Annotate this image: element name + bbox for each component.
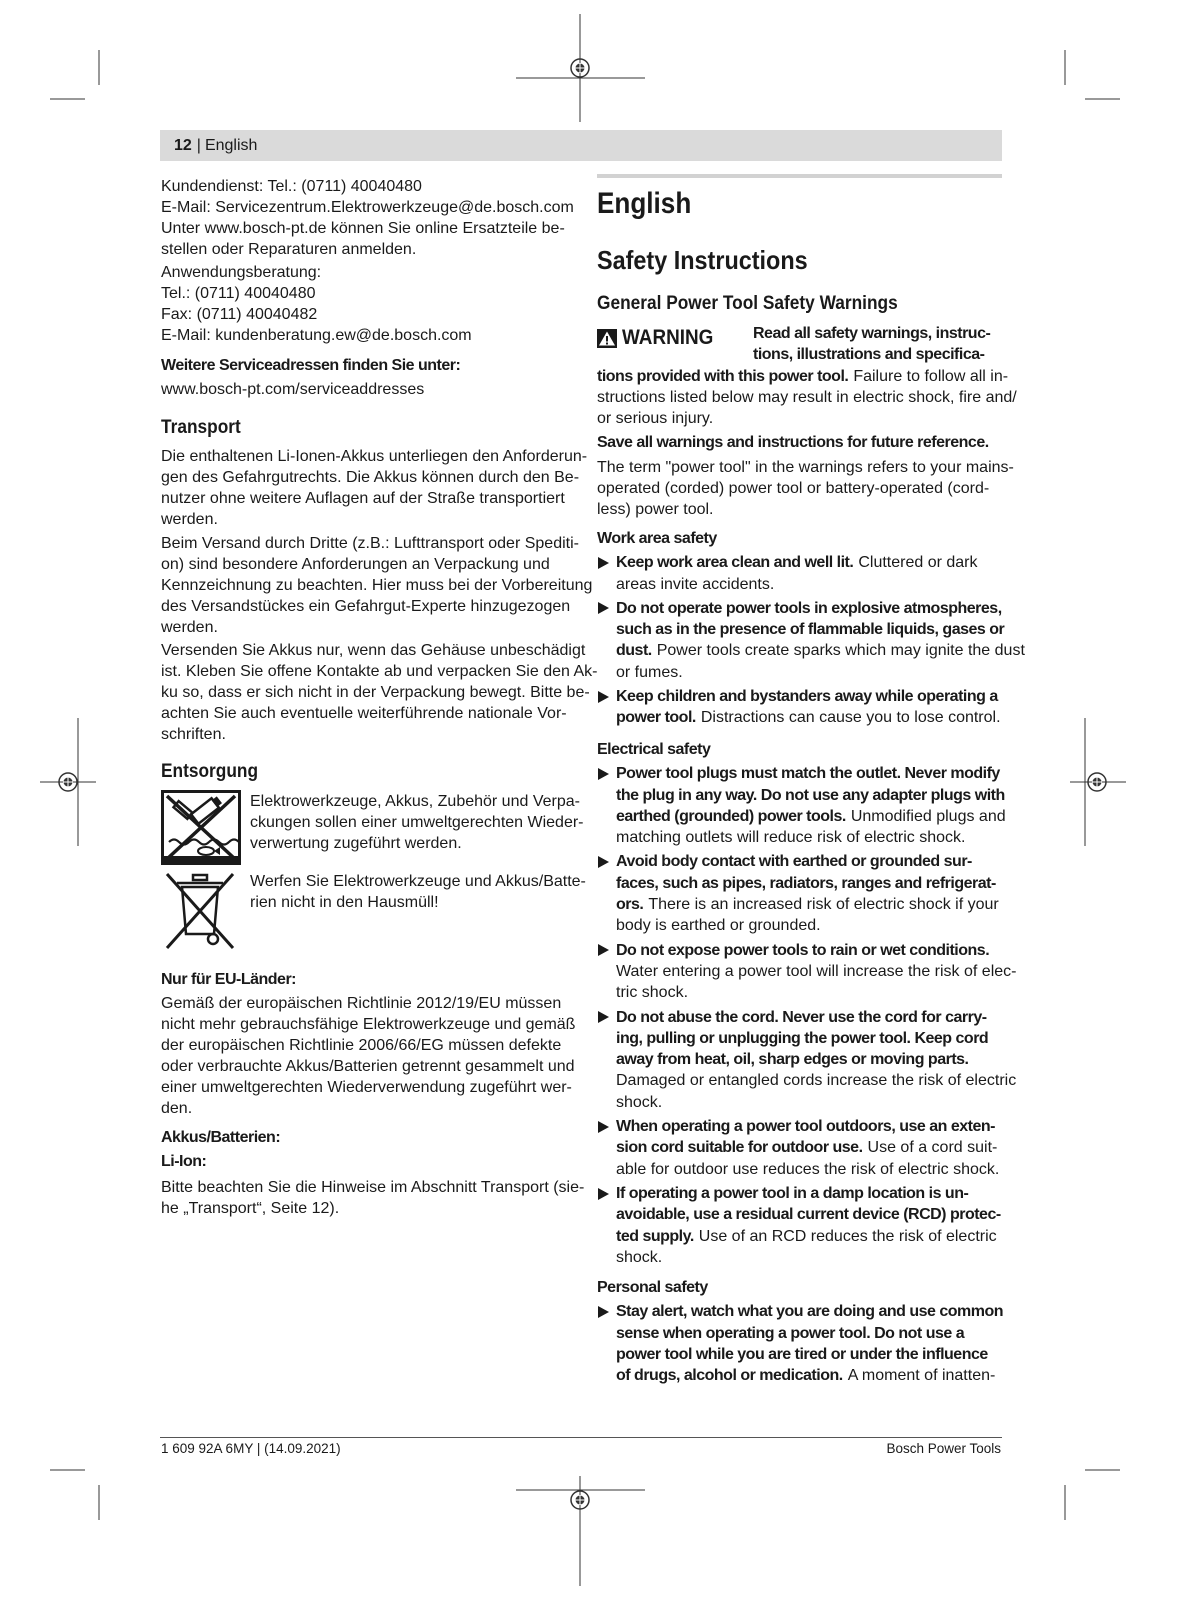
- service-contact: [161, 176, 574, 260]
- text-line: [616, 1301, 1003, 1322]
- bullet-text: [616, 686, 1025, 729]
- bold-text: Keep children and bystanders away while operating a: [616, 688, 998, 706]
- eu-paragraph: [161, 993, 575, 1119]
- text-line: Tel.: (0711) 40040480: [161, 284, 316, 302]
- bullet-arrow-icon: [598, 602, 609, 614]
- crossed-out-wheelie-bin-icon: [161, 868, 241, 957]
- text-line: [616, 894, 1016, 915]
- text-line: stellen oder Reparaturen anmelden.: [161, 240, 417, 258]
- text-line: nutzer ohne weitere Auflagen auf der Straße transportiert: [161, 489, 565, 507]
- bold-text: faces, such as pipes, radiators, ranges and refrigerat-: [616, 874, 996, 892]
- text-line: Unter www.bosch-pt.de können Sie online Ersatzteile be-: [161, 219, 565, 237]
- bold-text: avoidable, use a residual current device (RCD) protec-: [616, 1206, 1001, 1224]
- header-separator: |: [196, 137, 201, 154]
- bullet-item: [597, 598, 1025, 683]
- text-line: [616, 940, 1016, 961]
- text-line: Die enthaltenen Li-Ionen-Akkus unterliegen den Anforderun-: [161, 447, 588, 465]
- text-line: or serious injury.: [597, 409, 714, 427]
- text-line: Elektrowerkzeuge, Akkus, Zubehör und Verpa-: [250, 792, 580, 810]
- text-line: Gemäß der europäischen Richtlinie 2012/19/EU müssen: [161, 994, 562, 1012]
- personal-safety-heading: Personal safety: [597, 1278, 708, 1296]
- bold-text: Stay alert, watch what you are doing and use common: [616, 1303, 1004, 1321]
- text-line: einer umweltgerechten Wiederverwendung zugeführt wer-: [161, 1078, 572, 1096]
- bullet-arrow-icon: [598, 768, 609, 780]
- bullet-text: [616, 1116, 1016, 1180]
- regular-text: Failure to follow all in-: [853, 367, 1009, 385]
- bullet-item: [597, 1007, 1016, 1113]
- text-line: less) power tool.: [597, 500, 714, 518]
- personal-safety-bullets: [597, 1301, 1003, 1389]
- section-rule: [597, 174, 1002, 178]
- warning-intro-paragraph: [597, 366, 1017, 429]
- bold-text: tions, illustrations and specifica-: [753, 345, 985, 363]
- text-line: Fax: (0711) 40040482: [161, 305, 318, 323]
- bold-text: Keep work area clean and well lit.: [616, 554, 854, 572]
- general-warnings-heading: General Power Tool Safety Warnings: [597, 293, 898, 314]
- regular-text: A moment of inatten-: [847, 1367, 996, 1385]
- bold-text: sense when operating a power tool. Do not use a: [616, 1324, 965, 1342]
- bullet-text: [616, 598, 1025, 683]
- text-line: verwertung zugeführt werden.: [250, 834, 462, 852]
- header-section: English: [204, 137, 258, 154]
- text-line: Bitte beachten Sie die Hinweise im Abschnitt Transport (sie-: [161, 1178, 585, 1196]
- text-line: ist. Kleben Sie offene Kontakte ab und verpacken Sie den Ak-: [161, 662, 598, 680]
- text-line: oder verbrauchte Akkus/Batterien getrennt gesammelt und: [161, 1057, 575, 1075]
- text-line: [616, 873, 1016, 894]
- text-line: [616, 598, 1025, 619]
- text-line: E-Mail: Servicezentrum.Elektrowerkzeuge@de.bosch.com: [161, 198, 574, 216]
- regular-text: Cluttered or dark: [858, 554, 978, 572]
- warning-label: WARNING: [622, 326, 714, 349]
- footer-doc-id: 1 609 92A 6MY | (14.09.2021): [161, 1441, 341, 1456]
- text-line: werden.: [161, 510, 218, 528]
- text-line: werden.: [161, 618, 218, 636]
- text-line: Werfen Sie Elektrowerkzeuge und Akkus/Batte-: [250, 872, 586, 890]
- text-line: [616, 1344, 1003, 1365]
- text-line: ckungen sollen einer umweltgerechten Wieder-: [250, 813, 584, 831]
- text-line: der europäischen Richtlinie 2006/66/EG müssen defekte: [161, 1036, 562, 1054]
- text-line: [616, 640, 1025, 661]
- text-line: he „Transport“, Seite 12).: [161, 1199, 340, 1217]
- regular-text: Use of a cord suit-: [867, 1139, 998, 1157]
- text-line: [616, 785, 1016, 806]
- warning-triangle-icon: [597, 329, 617, 353]
- bullet-text: [616, 1183, 1016, 1268]
- text-line: [616, 1049, 1016, 1070]
- text-line: [616, 1007, 1016, 1028]
- text-line: shock.: [616, 1093, 663, 1111]
- text-line: [597, 366, 1017, 387]
- application-consulting: [161, 262, 472, 346]
- text-line: [616, 707, 1025, 728]
- text-line: Kundendienst: Tel.: (0711) 40040480: [161, 177, 422, 195]
- regular-text: Unmodified plugs and: [850, 807, 1006, 825]
- bullet-arrow-icon: [598, 1011, 609, 1023]
- text-line: [616, 1116, 1016, 1137]
- bullet-arrow-icon: [598, 944, 609, 956]
- li-ion-paragraph: [161, 1177, 584, 1219]
- transport-heading: Transport: [161, 417, 241, 438]
- bold-text: earthed (grounded) power tools.: [616, 807, 846, 825]
- text-line: [616, 806, 1016, 827]
- text-line: able for outdoor use reduces the risk of electric shock.: [616, 1160, 1000, 1178]
- text-line: matching outlets will reduce risk of electric shock.: [616, 829, 966, 847]
- li-ion-heading: Li-Ion:: [161, 1152, 207, 1170]
- more-addresses-url: www.bosch-pt.com/serviceaddresses: [161, 380, 425, 398]
- bullet-text: [616, 1301, 1003, 1386]
- text-line: [616, 1365, 1003, 1386]
- header-band: [160, 130, 1002, 161]
- text-line: body is earthed or grounded.: [616, 917, 821, 935]
- text-line: [616, 552, 1025, 573]
- bold-text: away from heat, oil, sharp edges or moving parts.: [616, 1051, 969, 1069]
- footer-brand: Bosch Power Tools: [886, 1441, 1001, 1456]
- bullet-item: [597, 940, 1016, 1004]
- bullet-item: [597, 763, 1016, 848]
- bullet-text: [616, 552, 1025, 595]
- bold-text: power tool while you are tired or under the influence: [616, 1345, 988, 1363]
- bold-text: power tool.: [616, 709, 696, 727]
- text-line: structions listed below may result in electric shock, fire and/: [597, 388, 1017, 406]
- bullet-text: [616, 940, 1016, 1004]
- text-line: on) sind besondere Anforderungen an Verpackung und: [161, 555, 550, 573]
- bold-text: sion cord suitable for outdoor use.: [616, 1139, 863, 1157]
- bold-text: ors.: [616, 896, 644, 914]
- text-line: areas invite accidents.: [616, 575, 775, 593]
- text-line: [616, 1028, 1016, 1049]
- eu-heading: Nur für EU-Länder:: [161, 970, 296, 988]
- page-header: [174, 135, 257, 157]
- regular-text: There is an increased risk of electric shock if your: [648, 896, 999, 914]
- bold-text: the plug in any way. Do not use any adapter plugs with: [616, 786, 1005, 804]
- bold-text: Power tool plugs must match the outlet. Never modify: [616, 765, 1000, 783]
- text-line: tric shock.: [616, 984, 689, 1002]
- regular-text: Power tools create sparks which may ignite the dust: [656, 642, 1025, 660]
- disposal-household-text: [250, 871, 586, 913]
- disposal-heading: Entsorgung: [161, 761, 259, 782]
- text-line: E-Mail: kundenberatung.ew@de.bosch.com: [161, 326, 472, 344]
- bold-text: ing, pulling or unplugging the power tool. Keep cord: [616, 1029, 989, 1047]
- text-line: [616, 686, 1025, 707]
- bullet-item: [597, 851, 1016, 936]
- bullet-arrow-icon: [598, 1121, 609, 1133]
- power-tool-term-paragraph: [597, 457, 1014, 520]
- text-line: The term "power tool" in the warnings refers to your mains-: [597, 458, 1014, 476]
- bold-text: such as in the presence of flammable liquids, gases or: [616, 621, 1005, 639]
- text-line: [616, 1204, 1016, 1225]
- bold-text: Do not expose power tools to rain or wet conditions.: [616, 941, 990, 959]
- bold-text: Read all safety warnings, instruc-: [753, 324, 991, 342]
- language-title: English: [597, 187, 692, 220]
- bullet-text: [616, 1007, 1016, 1113]
- text-line: nicht mehr gebrauchsfähige Elektrowerkzeuge und gemäß: [161, 1015, 576, 1033]
- text-line: Damaged or entangled cords increase the risk of electric: [616, 1072, 1017, 1090]
- text-line: Beim Versand durch Dritte (z.B.: Lufttransport oder Spediti-: [161, 534, 579, 552]
- bullet-item: [597, 686, 1025, 729]
- work-area-bullets: [597, 552, 1025, 731]
- text-line: achten Sie auch eventuelle weiterführende nationale Vor-: [161, 704, 567, 722]
- text-line: Kennzeichnung zu beachten. Hier muss bei der Vorbereitung: [161, 576, 593, 594]
- recycling-disposal-icon: [161, 790, 241, 870]
- warning-lead-text: [753, 323, 990, 365]
- text-line: den.: [161, 1099, 193, 1117]
- text-line: [616, 619, 1025, 640]
- save-warnings-note: Save all warnings and instructions for future reference.: [597, 433, 989, 451]
- text-line: [616, 851, 1016, 872]
- transport-paragraph: [161, 446, 587, 530]
- bold-text: ted supply.: [616, 1227, 694, 1245]
- electrical-safety-bullets: [597, 763, 1016, 1271]
- bold-text: If operating a power tool in a damp location is un-: [616, 1184, 969, 1202]
- bold-text: Do not operate power tools in explosive atmospheres,: [616, 599, 1002, 617]
- text-line: [616, 1226, 1016, 1247]
- text-line: [616, 763, 1016, 784]
- electrical-safety-heading: Electrical safety: [597, 740, 711, 758]
- bullet-text: [616, 763, 1016, 848]
- bold-text: When operating a power tool outdoors, use an exten-: [616, 1118, 995, 1136]
- text-line: gen des Gefahrgutrechts. Die Akkus können durch den Be-: [161, 468, 580, 486]
- batteries-heading: Akkus/Batterien:: [161, 1128, 281, 1146]
- text-line: [753, 323, 990, 344]
- safety-instructions-title: Safety Instructions: [597, 245, 808, 275]
- bullet-item: [597, 1116, 1016, 1180]
- bullet-arrow-icon: [598, 1188, 609, 1200]
- bullet-item: [597, 1183, 1016, 1268]
- bullet-arrow-icon: [598, 856, 609, 868]
- text-line: [616, 1323, 1003, 1344]
- bullet-arrow-icon: [598, 1306, 609, 1318]
- page-number: 12: [174, 137, 192, 154]
- bullet-text: [616, 851, 1016, 936]
- text-line: [616, 1137, 1016, 1158]
- text-line: shock.: [616, 1248, 663, 1266]
- bullet-item: [597, 552, 1025, 595]
- text-line: rien nicht in den Hausmüll!: [250, 893, 439, 911]
- bullet-arrow-icon: [598, 691, 609, 703]
- bold-text: of drugs, alcohol or medication.: [616, 1367, 843, 1385]
- text-line: or fumes.: [616, 663, 683, 681]
- bullet-item: [597, 1301, 1003, 1386]
- text-line: Versenden Sie Akkus nur, wenn das Gehäuse unbeschädigt: [161, 641, 586, 659]
- bold-text: dust.: [616, 642, 652, 660]
- regular-text: Distractions can cause you to lose control.: [700, 709, 1001, 727]
- transport-paragraph: [161, 640, 597, 745]
- text-line: [753, 344, 990, 365]
- bullet-arrow-icon: [598, 557, 609, 569]
- transport-paragraph: [161, 533, 592, 638]
- text-line: ku so, dass er sich nicht in der Verpackung bewegt. Bitte be-: [161, 683, 590, 701]
- text-line: [616, 1183, 1016, 1204]
- footer-rule: [160, 1437, 1002, 1438]
- text-line: operated (corded) power tool or battery-operated (cord-: [597, 479, 990, 497]
- disposal-recycling-text: [250, 791, 584, 854]
- text-line: Water entering a power tool will increase the risk of elec-: [616, 962, 1017, 980]
- regular-text: Use of an RCD reduces the risk of electric: [698, 1227, 997, 1245]
- bold-text: Do not abuse the cord. Never use the cord for carry-: [616, 1008, 987, 1026]
- work-area-heading: Work area safety: [597, 529, 717, 547]
- text-line: des Versandstückes ein Gefahrgut-Experte hinzugezogen: [161, 597, 571, 615]
- text-line: schriften.: [161, 725, 226, 743]
- bold-text: tions provided with this power tool.: [597, 367, 849, 385]
- bold-text: Avoid body contact with earthed or grounded sur-: [616, 853, 972, 871]
- text-line: Anwendungsberatung:: [161, 263, 322, 281]
- more-addresses-label: Weitere Serviceadressen finden Sie unter:: [161, 356, 461, 374]
